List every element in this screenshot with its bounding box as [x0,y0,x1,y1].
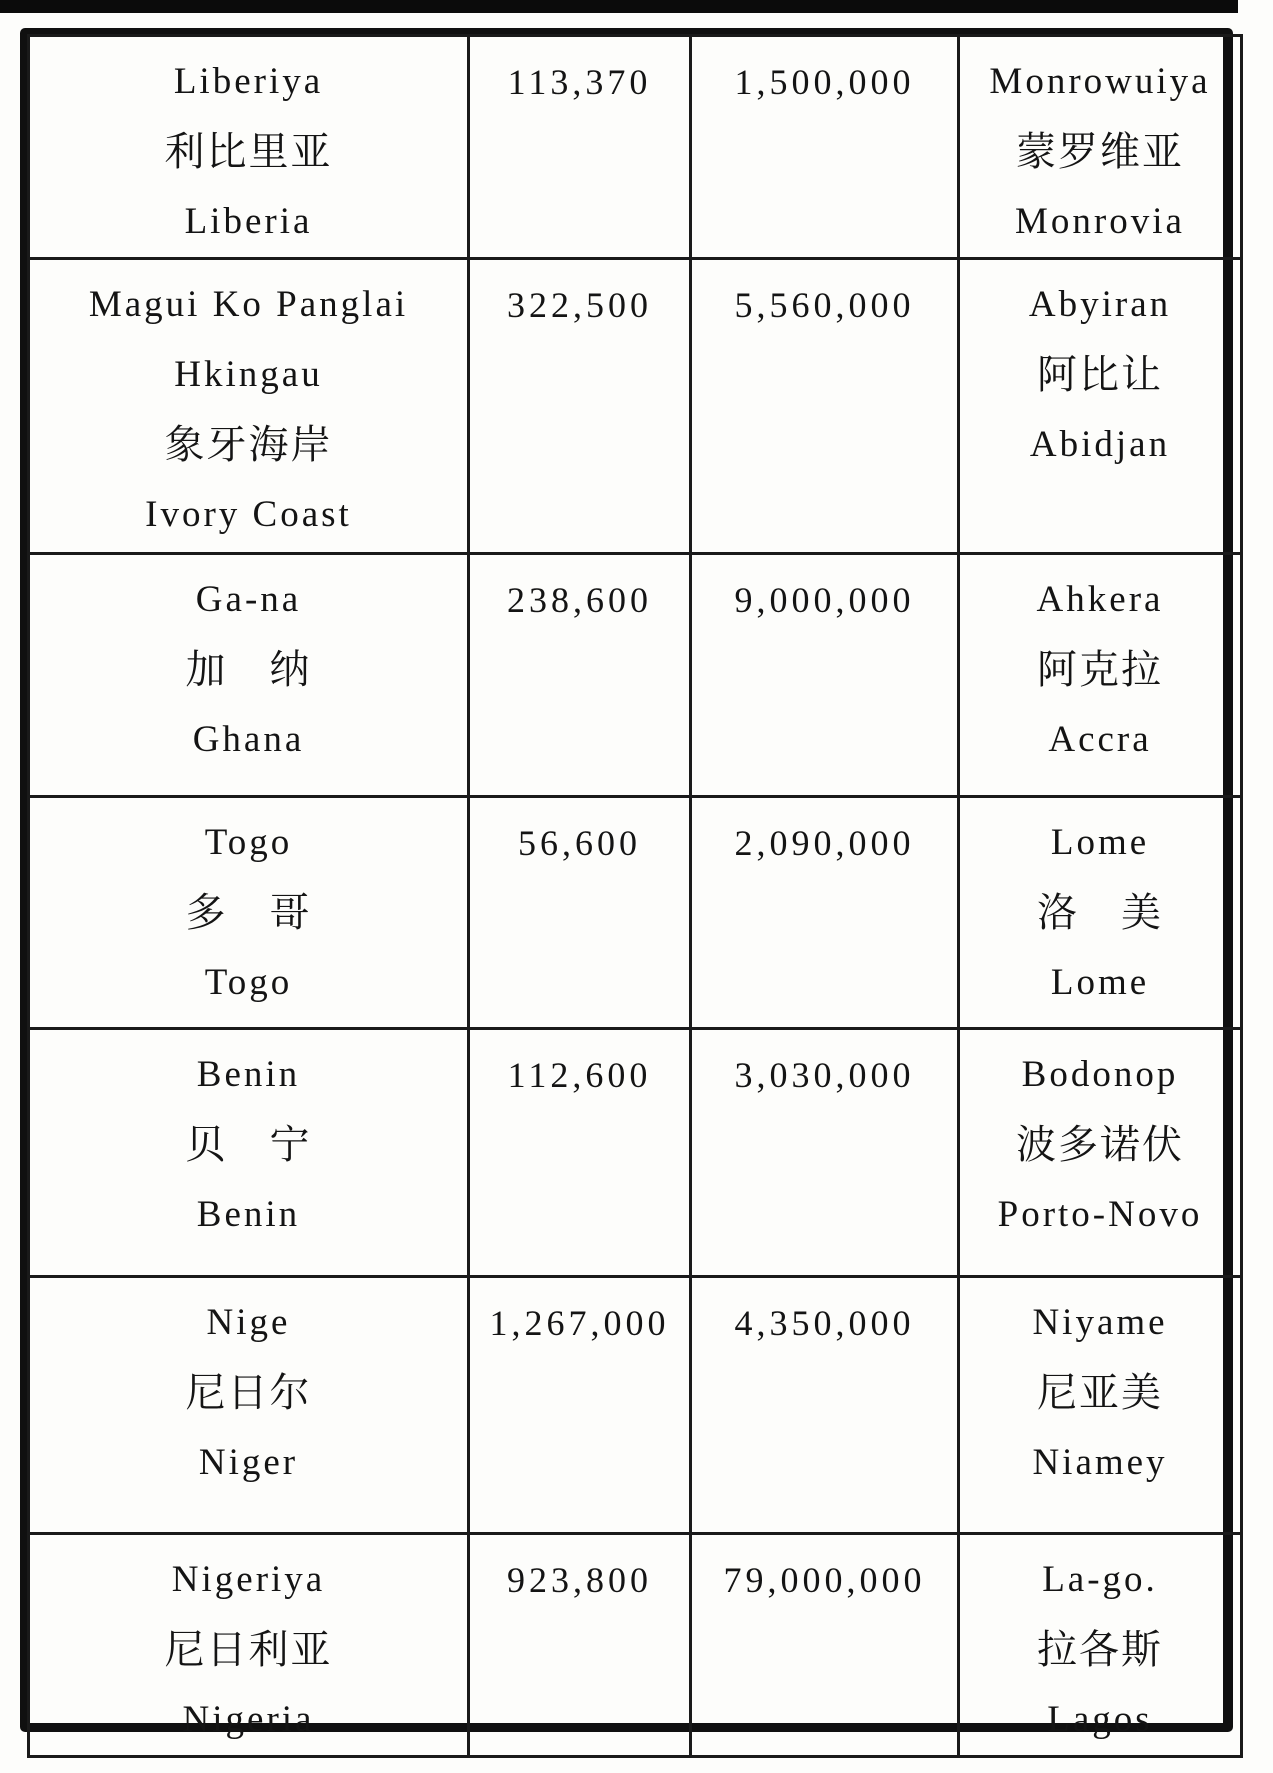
capital-name-chinese: 波多诺伏 [1016,1122,1184,1167]
capital-name-english: Lome [1050,962,1150,1003]
country-name-latin: Ga-na [195,579,302,620]
capital-name-latin: Bodonop [1021,1054,1179,1095]
country-name-chinese: 多 哥 [185,890,312,935]
table-row [29,797,1242,1029]
capital-name-english: Accra [1048,719,1152,760]
country-name-latin: Benin [196,1054,301,1095]
cell-country [29,1277,469,1534]
capital-name-latin: Ahkera [1036,579,1164,620]
cell-population [691,797,959,1029]
capital-name-english: Abidjan [1029,424,1171,465]
area-value: 112,600 [507,1055,652,1095]
country-name-chinese: 尼日利亚 [164,1627,333,1672]
capital-name-chinese: 拉各斯 [1037,1627,1163,1672]
country-name-chinese: 贝 宁 [185,1122,312,1167]
table-row [29,554,1242,797]
area-value: 56,600 [518,823,641,863]
cell-capital [959,259,1242,554]
country-name-latin: Togo [204,822,293,863]
capital-name-chinese: 洛 美 [1037,890,1163,935]
capital-name-english: Niamey [1032,1442,1168,1483]
capital-name-chinese: 尼亚美 [1037,1370,1163,1415]
area-value: 1,267,000 [489,1303,670,1343]
country-name-english: Ivory Coast [145,494,352,535]
population-value: 79,000,000 [723,1560,926,1600]
population-value: 3,030,000 [734,1055,915,1095]
countries-table [27,34,1243,1758]
capital-name-chinese: 阿比让 [1037,352,1163,397]
country-name-latin: Nigeriya [171,1559,326,1600]
cell-capital [959,554,1242,797]
country-name-chinese: 尼日尔 [185,1370,312,1415]
cell-population [691,554,959,797]
population-value: 5,560,000 [734,285,915,325]
table-row [29,1029,1242,1277]
cell-capital [959,1277,1242,1534]
cell-country [29,797,469,1029]
country-name-latin: Magui Ko Panglai [88,284,409,325]
table-row [29,1534,1242,1757]
cell-capital [959,36,1242,259]
cell-population [691,1277,959,1534]
cell-area [469,1534,691,1757]
population-value: 9,000,000 [734,580,915,620]
country-name-english: Liberia [184,201,313,242]
cell-population [691,1029,959,1277]
cell-country [29,1534,469,1757]
capital-name-english: Lagos [1047,1699,1153,1740]
country-name-english: Nigeria [182,1699,315,1740]
country-name-latin: Nige [206,1302,291,1343]
countries-table-frame [20,28,1233,1740]
country-name-english: Niger [198,1442,299,1483]
cell-country [29,36,469,259]
capital-name-latin: Lome [1050,822,1150,863]
cell-capital [959,797,1242,1029]
area-value: 238,600 [507,580,652,620]
area-value: 923,800 [507,1560,652,1600]
country-name-latin: Liberiya [173,61,324,102]
population-value: 2,090,000 [734,823,915,863]
country-name-english: Togo [204,962,293,1003]
cell-country [29,259,469,554]
cell-area [469,1277,691,1534]
table-row [29,259,1242,554]
capital-name-latin: Monrowuiya [989,61,1211,102]
capital-name-latin: Niyame [1032,1302,1168,1343]
cell-area [469,259,691,554]
cell-area [469,554,691,797]
country-name-chinese: 加 纳 [185,647,312,692]
cell-population [691,259,959,554]
population-value: 4,350,000 [734,1303,915,1343]
cell-area [469,36,691,259]
scan-artifact-top-bar [0,0,1238,13]
area-value: 113,370 [507,62,652,102]
capital-name-latin: La-go. [1042,1559,1158,1600]
cell-area [469,797,691,1029]
cell-capital [959,1534,1242,1757]
capital-name-chinese: 蒙罗维亚 [1016,129,1184,174]
area-value: 322,500 [507,285,652,325]
cell-population [691,1534,959,1757]
country-name-english: Benin [196,1194,301,1235]
population-value: 1,500,000 [734,62,915,102]
country-name-english: Ghana [192,719,305,760]
capital-name-latin: Abyiran [1028,284,1172,325]
cell-capital [959,1029,1242,1277]
country-name-chinese: 利比里亚 [164,129,333,174]
country-name-latin-2: Hkingau [174,354,323,395]
country-name-chinese: 象牙海岸 [164,422,333,467]
cell-country [29,1029,469,1277]
capital-name-english: Porto-Novo [997,1194,1203,1235]
capital-name-chinese: 阿克拉 [1037,647,1163,692]
table-row [29,1277,1242,1534]
cell-area [469,1029,691,1277]
cell-population [691,36,959,259]
table-row [29,36,1242,259]
cell-country [29,554,469,797]
capital-name-english: Monrovia [1015,201,1185,242]
